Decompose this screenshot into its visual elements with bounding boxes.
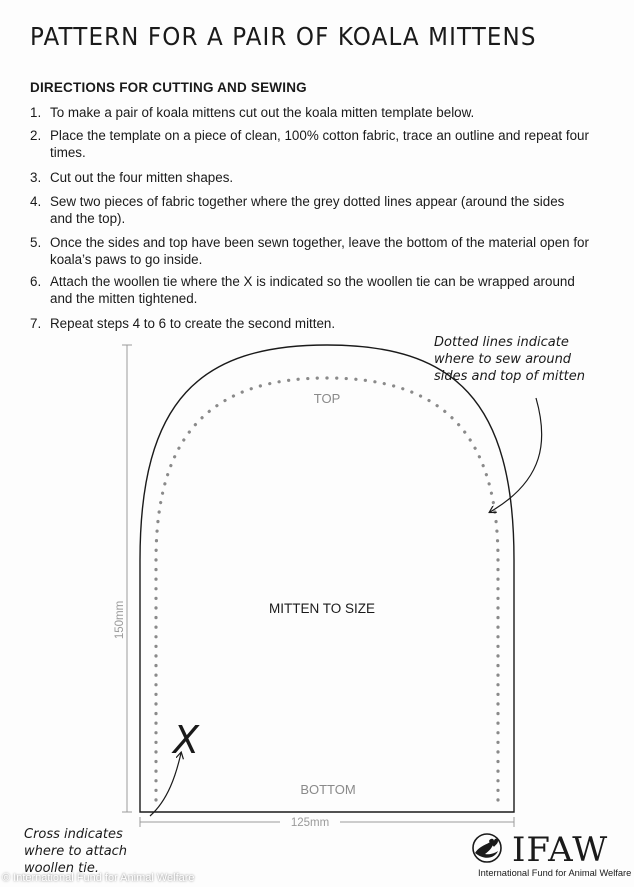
step-number: 4. (30, 194, 42, 209)
step-number: 3. (30, 170, 42, 185)
dotted-lines-note (434, 334, 585, 385)
step-text: To make a pair of koala mittens cut out the koala mitten template below. (50, 105, 475, 120)
step-number: 7. (30, 316, 42, 331)
dotted-note-arrow (490, 398, 542, 512)
top-label: TOP (313, 391, 341, 406)
bottom-label: BOTTOM (300, 782, 356, 797)
step-number: 5. (30, 235, 42, 250)
note-line: woollen tie. (24, 861, 99, 876)
step-text: Attach the woollen tie where the X is indicated so the woollen tie can be wrapped around and the mitten tightened. (50, 274, 575, 306)
note-line: sides and top of mitten (434, 369, 585, 384)
cross-note (24, 826, 127, 877)
step-number: 6. (30, 274, 42, 289)
note-line: where to sew around (434, 352, 572, 367)
section-heading: DIRECTIONS FOR CUTTING AND SEWING (30, 80, 307, 95)
step-number: 2. (30, 128, 42, 143)
step-text: Repeat steps 4 to 6 to create the second mitten. (50, 316, 336, 331)
step-text: Sew two pieces of fabric together where the grey dotted lines appear (around the sides and the top). (50, 194, 565, 226)
height-dimension (122, 345, 132, 812)
ifaw-logo-tagline: International Fund for Animal Welfare (478, 868, 632, 878)
step-text: Once the sides and top have been sewn together, leave the bottom of the material open for koala’s paws to go inside. (50, 235, 589, 267)
hand-heart-globe-icon (473, 834, 501, 862)
image-credit: © International Fund for Animal Welfare (2, 872, 195, 884)
note-line: Dotted lines indicate (434, 335, 569, 350)
cross-mark: X (172, 718, 200, 762)
note-line: where to attach (24, 844, 128, 859)
height-label: 150mm (114, 600, 126, 640)
step-text: Place the template on a piece of clean, 100% cotton fabric, trace an outline and repeat four times. (50, 128, 589, 160)
note-line: Cross indicates (24, 827, 123, 842)
step-number: 1. (30, 105, 42, 120)
step-text: Cut out the four mitten shapes. (50, 170, 234, 185)
ifaw-logo-text: IFAW (512, 830, 609, 870)
width-label: 125mm (290, 817, 330, 829)
page-title: PATTERN FOR A PAIR OF KOALA MITTENS (30, 22, 537, 51)
center-label: MITTEN TO SIZE (268, 601, 376, 616)
sewing-dotted-line (156, 378, 498, 800)
